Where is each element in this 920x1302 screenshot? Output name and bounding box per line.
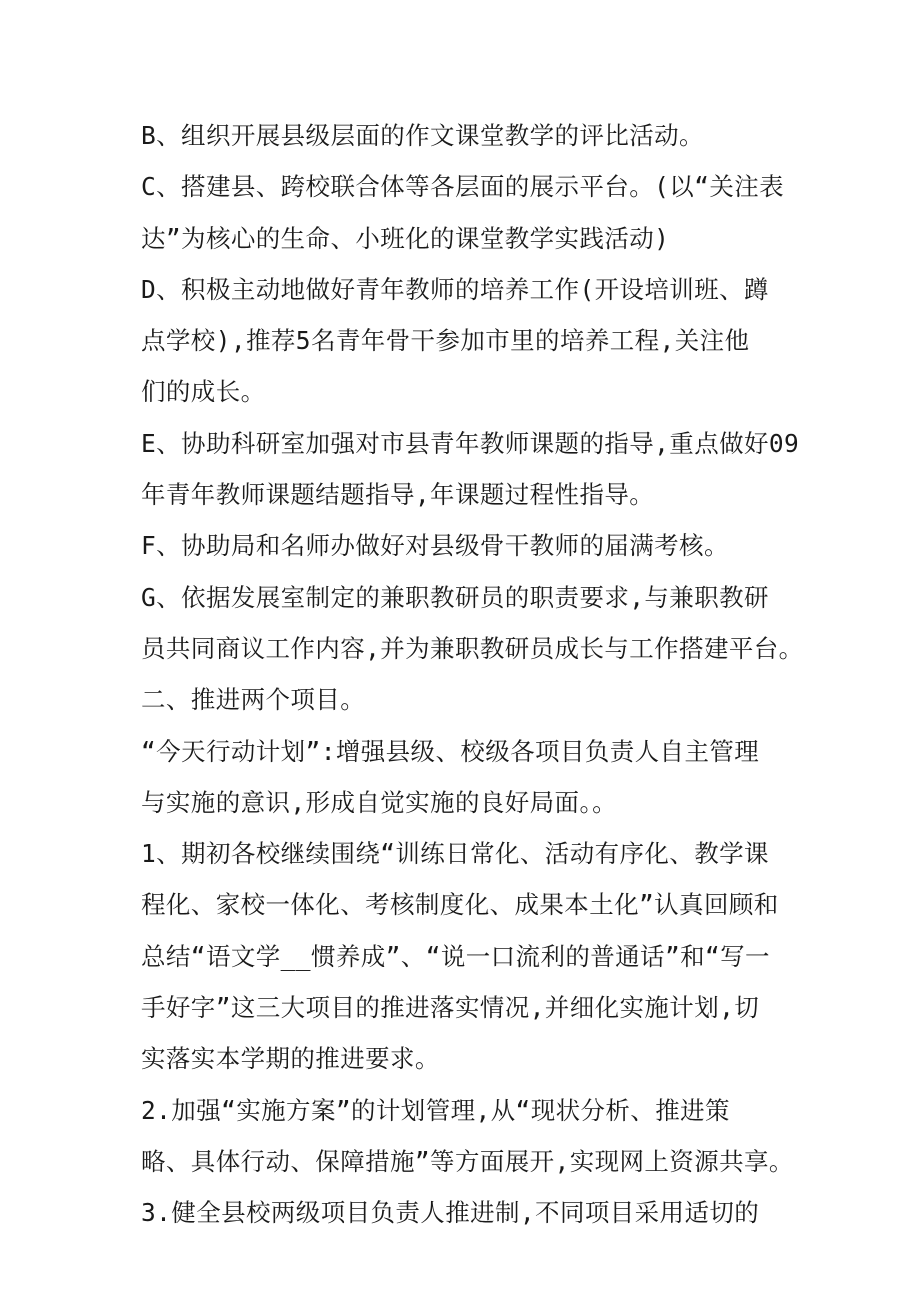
- text-line: 2.加强“实施方案”的计划管理,从“现状分析、推进策: [141, 1095, 730, 1125]
- text-line: 点学校),推荐5名青年骨干参加市里的培养工程,关注他: [141, 326, 750, 356]
- text-line: 手好字”这三大项目的推进落实情况,并细化实施计划,切: [141, 993, 760, 1023]
- text-line: “今天行动计划”:增强县级、校级各项目负责人自主管理: [141, 736, 760, 766]
- text-line: F、协助局和名师办做好对县级骨干教师的届满考核。: [141, 531, 729, 561]
- text-line: 1、期初各校继续围绕“训练日常化、活动有序化、教学课: [141, 839, 769, 869]
- text-line: 们的成长。: [141, 377, 266, 407]
- text-line: 员共同商议工作内容,并为兼职教研员成长与工作搭建平台。: [141, 633, 804, 663]
- section-heading: 二、推进两个项目。: [141, 685, 366, 715]
- text-line: 实落实本学期的推进要求。: [141, 1044, 440, 1074]
- text-line: 总结“语文学__惯养成”、“说一口流利的普通话”和“写一: [141, 941, 770, 971]
- text-line: 年青年教师课题结题指导,年课题过程性指导。: [141, 480, 655, 510]
- text-line: 3.健全县校两级项目负责人推进制,不同项目采用适切的: [141, 1198, 760, 1228]
- text-line: 略、具体行动、保障措施”等方面展开,实现网上资源共享。: [141, 1146, 794, 1176]
- text-line: 达”为核心的生命、小班化的课堂教学实践活动): [141, 223, 670, 253]
- text-line: G、依据发展室制定的兼职教研员的职责要求,与兼职教研: [141, 582, 769, 612]
- text-line: E、协助科研室加强对市县青年教师课题的指导,重点做好09: [141, 428, 800, 458]
- text-line: D、积极主动地做好青年教师的培养工作(开设培训班、蹲: [141, 274, 769, 304]
- text-line: C、搭建县、跨校联合体等各层面的展示平台。(以“关注表: [141, 172, 785, 202]
- text-line: B、组织开展县级层面的作文课堂教学的评比活动。: [141, 121, 704, 150]
- text-line: 与实施的意识,形成自觉实施的良好局面。。: [141, 787, 617, 817]
- text-line: 程化、家校一体化、考核制度化、成果本土化”认真回顾和: [141, 890, 779, 920]
- document-body: [141, 110, 804, 1239]
